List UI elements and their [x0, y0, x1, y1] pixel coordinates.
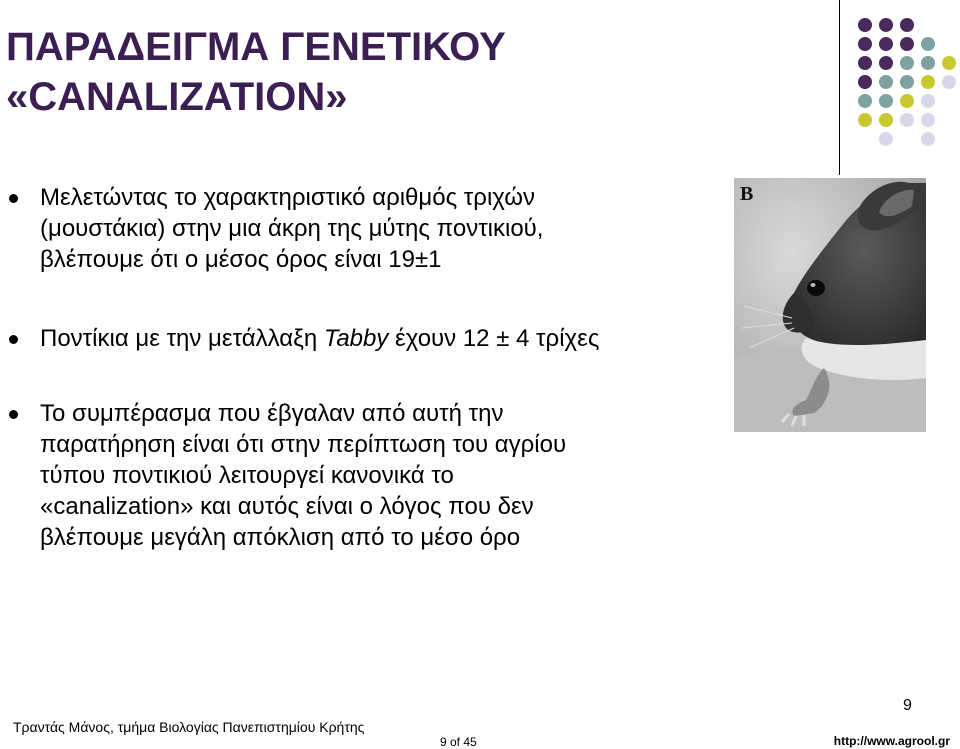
- dot: [858, 75, 872, 89]
- dot: [900, 56, 914, 70]
- bullet-text: [40, 182, 543, 275]
- page-indicator: 9 of 45: [440, 735, 477, 749]
- bullet-text: [40, 398, 566, 553]
- dot: [879, 75, 893, 89]
- dot: [858, 56, 872, 70]
- bullet-text-after: έχουν 12 ± 4 τρίχες: [388, 325, 600, 352]
- bullet-line: Μελετώντας το χαρακτηριστικό αριθμός τριχών: [40, 184, 535, 211]
- footer-url[interactable]: http://www.agrool.gr: [833, 734, 950, 748]
- divider-line: [839, 0, 840, 175]
- slide-number: 9: [903, 697, 912, 714]
- title-line-1: ΠΑΡΑΔΕΙΓΜΑ ΓΕΝΕΤΙΚΟΥ: [6, 25, 506, 69]
- dot: [900, 113, 914, 127]
- dot: [879, 113, 893, 127]
- photo-label: B: [740, 183, 754, 205]
- dot: [942, 75, 956, 89]
- dot: [858, 113, 872, 127]
- dot: [879, 94, 893, 108]
- bullet-line: τύπου ποντικιού λειτουργεί κανονικά το: [40, 462, 454, 489]
- dot: [879, 132, 893, 146]
- bullet-line: (μουστάκια) στην μια άκρη της μύτης ποντικιού,: [40, 215, 544, 242]
- dot: [900, 18, 914, 32]
- bullet-dot: [9, 335, 18, 344]
- dot: [900, 94, 914, 108]
- footer-author: Τραντάς Μάνος, τμήμα Βιολογίας Πανεπιστημίου Κρήτης: [13, 719, 365, 735]
- title-line-2: «CANALIZATION»: [6, 75, 348, 119]
- dot: [921, 113, 935, 127]
- bullet-dot: [9, 194, 18, 203]
- dot: [921, 132, 935, 146]
- dot: [921, 94, 935, 108]
- dot: [858, 37, 872, 51]
- dot: [879, 56, 893, 70]
- dot: [921, 56, 935, 70]
- bullet-dot: [9, 410, 18, 419]
- mouse-photo: [734, 178, 926, 432]
- dot: [858, 18, 872, 32]
- bullet-line: βλέπουμε μεγάλη απόκλιση από το μέσο όρο: [40, 524, 521, 551]
- dot: [900, 37, 914, 51]
- dot: [879, 37, 893, 51]
- slide-title: [6, 22, 506, 122]
- dot: [858, 94, 872, 108]
- bullet-text: [40, 323, 599, 354]
- bullet-line: Το συμπέρασμα που έβγαλαν από αυτή την: [40, 400, 504, 427]
- bullet-line: παρατήρηση είναι ότι στην περίπτωση του αγρίου: [40, 431, 567, 458]
- bullet-text-before: Ποντίκια με την μετάλλαξη: [40, 325, 324, 352]
- dot: [921, 37, 935, 51]
- dot: [921, 75, 935, 89]
- dot: [879, 18, 893, 32]
- bullet-line: [40, 323, 599, 354]
- dot: [942, 56, 956, 70]
- dot: [900, 75, 914, 89]
- bullet-line: βλέπουμε ότι ο μέσος όρος είναι 19±1: [40, 246, 442, 273]
- bullet-line: «canalization» και αυτός είναι ο λόγος που δεν: [40, 493, 534, 520]
- mutation-name: Tabby: [323, 325, 389, 352]
